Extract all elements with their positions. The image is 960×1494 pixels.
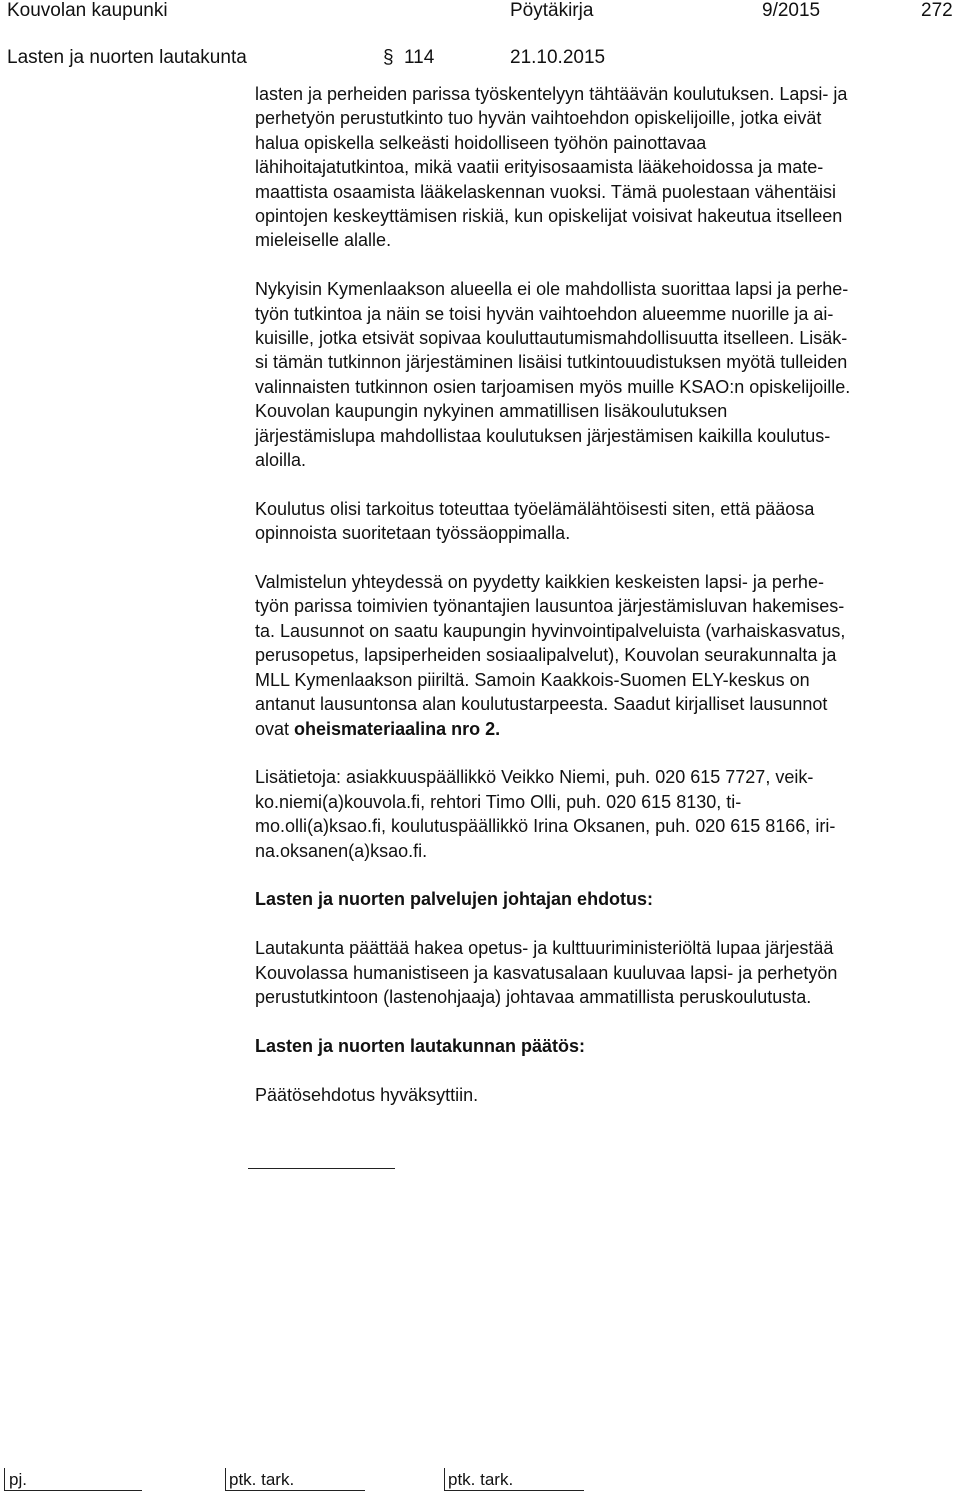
section-number: 114 — [404, 47, 435, 68]
decision-text: Päätösehdotus hyväksyttiin. — [255, 1084, 479, 1105]
section-sign: § — [383, 47, 394, 68]
footer-divider — [225, 1468, 226, 1490]
footer-pj: pj. — [9, 1470, 27, 1489]
attachment-reference: oheismateriaalina nro 2. — [294, 718, 501, 739]
proposal-text: Lautakunta päättää hakea opetus- ja kulttuuriministeriöltä lupaa järjestää Kouvolassa humanistiseen ja kasvatusalaan kuuluvaa lapsi- ja perhetyön perustutkintoon (lastenohjaaja) johtavaa ammatillista peruskoulutusta. — [255, 938, 838, 1007]
footer-ptk-tark-1-line — [225, 1490, 365, 1491]
paragraph-current-situation: Nykyisin Kymenlaakson alueella ei ole mahdollista suorittaa lapsi ja perhe- työn tutkintoa ja näin se toisi hyvän vaihtoehdon alueemme nuorille ja ai- kuisille, jotka etsivät sopivaa kouluttautumismahdollisuutta itselleen. Lisäk- si tämän tutkinnon järjestäminen lisäisi tutkintouudistuksen myötä tulleiden valinnaisten tutkinnon osien tarjoamisen myös muille KSAO:n opiskelijoille. Kouvolan kaupungin nykyinen ammatillisen lisäkoulutuksen järjestämislupa mahdollistaa koulutuksen järjestämisen kaikilla koulutus- aloilla. — [255, 279, 851, 471]
footer-divider — [4, 1468, 5, 1490]
paragraph-statements: Valmistelun yhteydessä on pyydetty kaikkien keskeisten lapsi- ja perhe- työn parissa toimivien työnantajien lausuntoa järjestämisluvan hakemises- ta. Lausunnot on saatu kaupungin hyvinvointipalveluista (varhaiskasvatus, perusopetus, lapsiperheiden sosiaalipalvelut), Kouvolan seurakunnalta ja MLL Kymenlaakson piiriltä. Samoin Kaakkois-Suomen ELY-keskus on antanut lausuntonsa alan koulutustarpeesta. Saadut kirjalliset lausunnot ovat oheismateriaalina nro 2. — [255, 572, 846, 739]
footer-ptk-tark-2-line — [444, 1490, 584, 1491]
end-rule — [248, 1168, 395, 1169]
paragraph-implementation: Koulutus olisi tarkoitus toteuttaa työelämälähtöisesti siten, että pääosa opinnoista suoritetaan työssäoppimalla. — [255, 498, 815, 544]
committee-name: Lasten ja nuorten lautakunta — [7, 47, 247, 68]
meeting-number: 9/2015 — [762, 0, 821, 21]
decision-heading: Lasten ja nuorten lautakunnan päätös: — [255, 1035, 586, 1056]
footer-ptk-tark-1: ptk. tark. — [229, 1470, 295, 1489]
meeting-date: 21.10.2015 — [510, 47, 606, 68]
page-number: 272 — [921, 0, 953, 21]
footer-ptk-tark-2: ptk. tark. — [448, 1470, 514, 1489]
paragraph-background: lasten ja perheiden parissa työskentelyyn tähtäävän koulutuksen. Lapsi- ja perhetyön perustutkinto tuo hyvän vaihtoehdon opiskelijoille, jotka eivät halua opiskella selkeästi hoidolliseen työhön painottavaa lähihoitajatutkintoa, mikä vaatii erityisosaamista lääkehoidossa ja mate- maattista osaamista lääkelaskennan vuoksi. Tämä puolestaan vähentäisi opintojen keskeyttämisen riskiä, kun opiskelijat voisivat hakeutua itselleen mieleiselle alalle. — [255, 84, 848, 251]
document-body — [255, 82, 955, 1107]
document-type: Pöytäkirja — [510, 0, 594, 21]
organization-name: Kouvolan kaupunki — [7, 0, 168, 21]
footer-pj-line — [4, 1490, 142, 1491]
proposal-heading: Lasten ja nuorten palvelujen johtajan ehdotus: — [255, 889, 654, 910]
paragraph-contact-info: Lisätietoja: asiakkuuspäällikkö Veikko Niemi, puh. 020 615 7727, veik- ko.niemi(a)kouvola.fi, rehtori Timo Olli, puh. 020 615 8130, ti- mo.olli(a)ksao.fi, koulutuspäällikkö Irina Oksanen, puh. 020 615 8166, iri- na.oksanen(a)ksao.fi. — [255, 767, 836, 861]
footer-divider — [444, 1468, 445, 1490]
